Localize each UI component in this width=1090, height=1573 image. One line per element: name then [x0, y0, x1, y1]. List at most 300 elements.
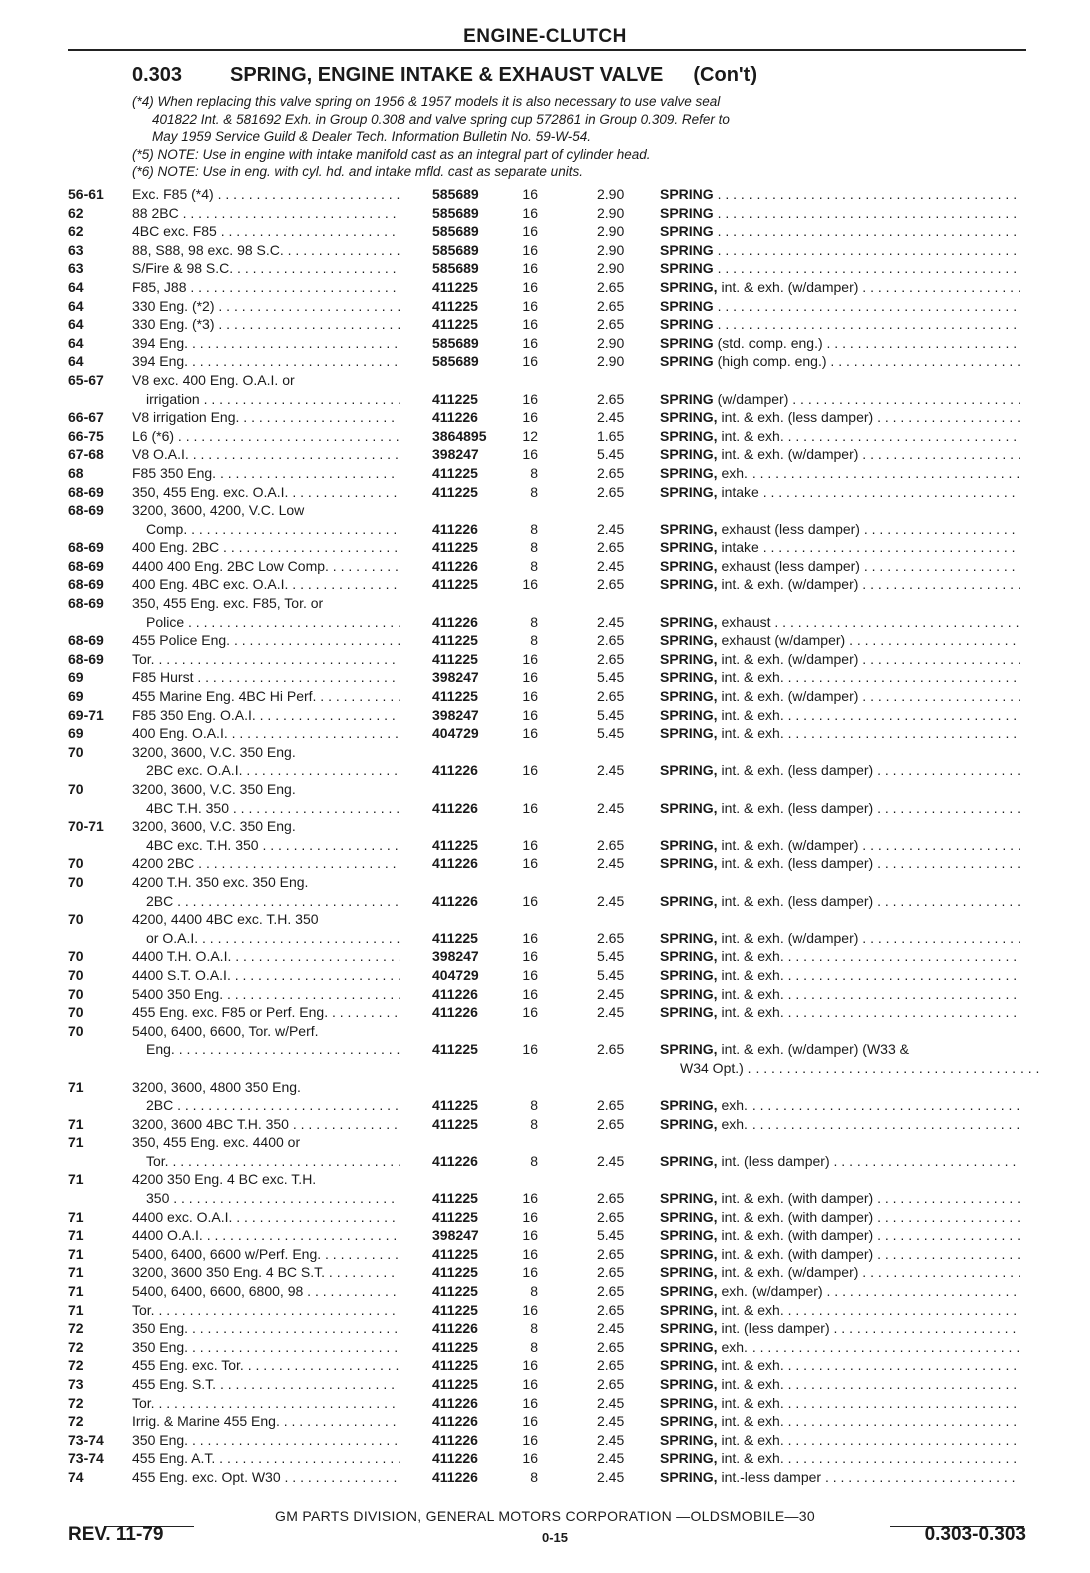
- part-description: [660, 1301, 1020, 1320]
- quantity: 16: [522, 985, 538, 1002]
- application: 2BC . . .: [146, 1096, 400, 1115]
- model-year: 71: [68, 1245, 84, 1262]
- quantity: 16: [522, 576, 538, 593]
- model-year: 73-74: [68, 1450, 104, 1467]
- table-row: [0, 390, 1090, 409]
- table-row: [0, 650, 1090, 669]
- quantity: 16: [522, 1394, 538, 1411]
- application: 455 Eng. exc. F85 or Perf. Eng. . . .: [132, 1003, 400, 1022]
- table-row: [0, 631, 1090, 650]
- part-name: SPRING,: [660, 855, 718, 872]
- model-year: 72: [68, 1320, 84, 1337]
- part-name: SPRING,: [660, 576, 718, 593]
- table-row: [0, 706, 1090, 725]
- part-number: 411225: [432, 464, 478, 481]
- application: 88, S88, 98 exc. 98 S.C. . . .: [132, 241, 400, 260]
- part-number: 411225: [432, 650, 478, 667]
- price: 5.45: [597, 966, 625, 983]
- model-year: 67-68: [68, 446, 104, 463]
- price: 2.90: [597, 186, 625, 202]
- part-detail: (w/damper): [713, 390, 789, 407]
- part-description: [660, 724, 1020, 743]
- quantity: 16: [522, 650, 538, 667]
- table-row: [0, 352, 1090, 371]
- part-detail: int. & exh.: [717, 966, 784, 983]
- model-year: 68-69: [68, 502, 104, 519]
- model-year: 68-69: [68, 539, 104, 556]
- quantity: 16: [522, 223, 538, 240]
- quantity: 8: [530, 464, 538, 481]
- price: 2.65: [597, 483, 625, 500]
- application: Comp. . . .: [146, 520, 400, 539]
- model-year: 71: [68, 1078, 84, 1095]
- price: 2.65: [597, 836, 625, 853]
- model-year: 68-69: [68, 632, 104, 649]
- part-description: [660, 1468, 1020, 1487]
- price: 2.65: [597, 650, 625, 667]
- price: 2.65: [597, 1264, 625, 1281]
- part-detail: int. & exh. (w/damper): [717, 929, 859, 946]
- table-row: [0, 1301, 1090, 1320]
- part-name: SPRING,: [660, 557, 718, 574]
- application: 88 2BC . . .: [132, 204, 400, 223]
- part-number: 411225: [432, 929, 478, 946]
- quantity: 8: [530, 483, 538, 500]
- price: 2.65: [597, 1301, 625, 1318]
- model-year: 70: [68, 948, 84, 965]
- application: 455 Eng. A.T. . . .: [132, 1449, 400, 1468]
- part-detail: int. & exh. (with damper): [717, 1190, 874, 1207]
- table-row: [0, 910, 1090, 929]
- section-title: SPRING, ENGINE INTAKE & EXHAUST VALVE: [230, 64, 664, 86]
- model-year: 71: [68, 1283, 84, 1300]
- part-detail: exh. (w/damper): [717, 1283, 823, 1300]
- part-name: SPRING,: [660, 1097, 718, 1114]
- part-detail: int.-less damper: [717, 1468, 822, 1485]
- application: F85 Hurst . . .: [132, 668, 400, 687]
- price: 2.90: [597, 204, 625, 221]
- application: 4200, 4400 4BC exc. T.H. 350: [132, 911, 319, 928]
- application: 4400 exc. O.A.I. . . .: [132, 1208, 400, 1227]
- application: 3200, 3600, V.C. 350 Eng.: [132, 781, 296, 797]
- table-row: [0, 743, 1090, 762]
- quantity: 16: [522, 1208, 538, 1225]
- model-year: 63: [68, 260, 84, 277]
- part-number: 411226: [432, 1152, 478, 1169]
- quantity: 16: [522, 948, 538, 965]
- table-row: [0, 371, 1090, 390]
- part-description: [660, 985, 1020, 1004]
- part-number: 411225: [432, 1301, 478, 1318]
- model-year: 64: [68, 353, 84, 370]
- part-description: [660, 538, 1020, 557]
- table-row: [0, 1226, 1090, 1245]
- quantity: 16: [522, 204, 538, 221]
- part-description: [660, 408, 1020, 427]
- application: 350 Eng. . . .: [132, 1319, 400, 1338]
- price: 2.65: [597, 1357, 625, 1374]
- price: 2.65: [597, 464, 625, 481]
- application: F85 350 Eng. . . .: [132, 464, 400, 483]
- quantity: 16: [522, 725, 538, 742]
- part-name: SPRING,: [660, 1190, 718, 1207]
- quantity: 8: [530, 539, 538, 556]
- quantity: 16: [522, 1227, 538, 1244]
- part-name: SPRING,: [660, 1115, 718, 1132]
- application: Irrig. & Marine 455 Eng. . . .: [132, 1412, 400, 1431]
- table-row: [0, 427, 1090, 446]
- part-name: SPRING: [660, 353, 714, 370]
- part-detail: exh.: [717, 1338, 748, 1355]
- application: 400 Eng. 2BC . . .: [132, 538, 400, 557]
- table-row: [0, 1431, 1090, 1450]
- price: 2.45: [597, 1413, 625, 1430]
- part-description: [660, 483, 1020, 502]
- part-name: SPRING,: [660, 278, 718, 295]
- table-row: [0, 520, 1090, 539]
- model-year: 64: [68, 316, 84, 333]
- part-name: SPRING,: [660, 762, 718, 779]
- part-description: [660, 1245, 1020, 1264]
- part-number: 585689: [432, 186, 479, 202]
- table-row: [0, 1394, 1090, 1413]
- part-name: SPRING,: [660, 1264, 718, 1281]
- application: V8 irrigation Eng. . . .: [132, 408, 400, 427]
- price: 5.45: [597, 1227, 625, 1244]
- quantity: 8: [530, 1152, 538, 1169]
- part-description: [660, 1040, 1020, 1059]
- part-description: [660, 1319, 1020, 1338]
- part-name: SPRING,: [660, 892, 718, 909]
- quantity: 8: [530, 632, 538, 649]
- part-detail: (high comp. eng.): [713, 353, 827, 370]
- table-row: [0, 259, 1090, 278]
- part-description: [660, 222, 1020, 241]
- part-detail: int. & exh.: [717, 1394, 784, 1411]
- price: 2.65: [597, 1338, 625, 1355]
- part-detail: int. & exh.: [717, 725, 784, 742]
- part-name: SPRING,: [660, 1152, 718, 1169]
- part-detail: int. & exh. (w/damper): [717, 1264, 859, 1281]
- application: 3200, 3600, 4800 350 Eng.: [132, 1078, 301, 1095]
- application: L6 (*6) . . .: [132, 427, 400, 446]
- part-detail: int. & exh. (w/damper) (W33 &: [717, 1041, 909, 1058]
- quantity: 16: [522, 334, 538, 351]
- part-number: 585689: [432, 260, 479, 277]
- quantity: 16: [522, 688, 538, 705]
- model-year: 73: [68, 1376, 84, 1392]
- part-description: [660, 929, 1020, 948]
- price: 2.90: [597, 241, 625, 258]
- price: 2.45: [597, 557, 625, 574]
- model-year: 62: [68, 223, 84, 240]
- part-detail: int. & exh. (with damper): [717, 1208, 874, 1225]
- quantity: 16: [522, 1264, 538, 1281]
- model-year: 64: [68, 278, 84, 295]
- part-description: [660, 1431, 1020, 1450]
- part-description: [660, 836, 1020, 855]
- page-header: ENGINE-CLUTCH: [463, 26, 627, 47]
- part-detail: int. & exh. (w/damper): [717, 576, 859, 593]
- part-detail: int. & exh. (less damper): [717, 799, 874, 816]
- part-name: SPRING: [660, 204, 714, 221]
- model-year: 71: [68, 1301, 84, 1318]
- part-number: 585689: [432, 334, 479, 351]
- part-description: [660, 799, 1020, 818]
- table-row: [0, 1096, 1090, 1115]
- quantity: 16: [522, 669, 538, 686]
- quantity: 16: [522, 762, 538, 779]
- price: 2.65: [597, 1190, 625, 1207]
- table-row: [0, 836, 1090, 855]
- part-name: SPRING,: [660, 464, 718, 481]
- part-name: SPRING,: [660, 1431, 718, 1448]
- application: 455 Police Eng. . . .: [132, 631, 400, 650]
- note-line: (*6) NOTE: Use in eng. with cyl. hd. and intake mfld. cast as separate units.: [132, 164, 583, 179]
- part-description: [660, 1412, 1020, 1431]
- part-name: SPRING,: [660, 427, 718, 444]
- part-description: [660, 445, 1020, 464]
- application: 350, 455 Eng. exc. O.A.I. . . .: [132, 483, 400, 502]
- part-name: SPRING,: [660, 1320, 718, 1337]
- table-row: [0, 315, 1090, 334]
- table-row: [0, 1245, 1090, 1264]
- part-number: 398247: [432, 669, 479, 686]
- part-detail: intake: [717, 539, 759, 556]
- table-row: [0, 947, 1090, 966]
- part-number: 411225: [432, 316, 478, 333]
- quantity: 16: [522, 390, 538, 407]
- part-description: [660, 892, 1020, 911]
- part-number: 411225: [432, 1338, 478, 1355]
- part-detail: int. & exh. (less damper): [717, 409, 874, 426]
- part-number: 411226: [432, 557, 478, 574]
- table-row: [0, 1282, 1090, 1301]
- part-description: [660, 390, 1020, 409]
- model-year: 71: [68, 1208, 84, 1225]
- application: 4400 S.T. O.A.I. . . .: [132, 966, 400, 985]
- part-name: SPRING,: [660, 1376, 718, 1392]
- part-description: [660, 1208, 1020, 1227]
- model-year: 71: [68, 1227, 84, 1244]
- part-name: SPRING,: [660, 948, 718, 965]
- model-year: 71: [68, 1115, 84, 1132]
- quantity: 12: [522, 427, 538, 444]
- part-description: [660, 557, 1020, 576]
- model-year: 69: [68, 725, 84, 742]
- part-description: [660, 520, 1020, 539]
- table-row: [0, 408, 1090, 427]
- model-year: 70: [68, 911, 84, 928]
- section-reference: 0.303-0.303: [924, 1524, 1026, 1545]
- application: 394 Eng. . . .: [132, 334, 400, 353]
- table-row: [0, 817, 1090, 836]
- application: 4200 T.H. 350 exc. 350 Eng.: [132, 873, 309, 890]
- table-row: [0, 985, 1090, 1004]
- part-number: 411225: [432, 1190, 478, 1207]
- application: 5400, 6400, 6600 w/Perf. Eng. . . .: [132, 1245, 400, 1264]
- part-description: [660, 706, 1020, 725]
- part-name: SPRING,: [660, 539, 718, 556]
- model-year: 70: [68, 855, 84, 872]
- part-number: 411225: [432, 297, 478, 314]
- part-detail: int. & exh.: [717, 1413, 784, 1430]
- quantity: 16: [522, 855, 538, 872]
- part-name: SPRING,: [660, 688, 718, 705]
- table-row: [0, 1133, 1090, 1152]
- part-name: SPRING,: [660, 1245, 718, 1262]
- quantity: 8: [530, 1320, 538, 1337]
- part-name: SPRING,: [660, 446, 718, 463]
- part-detail: int. & exh. (w/damper): [717, 278, 859, 295]
- table-row: [0, 892, 1090, 911]
- application: 5400, 6400, 6600, 6800, 98 . . .: [132, 1282, 400, 1301]
- part-number: 411226: [432, 985, 478, 1002]
- part-name: SPRING: [660, 334, 714, 351]
- table-row: [0, 538, 1090, 557]
- part-number: 585689: [432, 241, 479, 258]
- table-row: [0, 1319, 1090, 1338]
- application: 455 Marine Eng. 4BC Hi Perf. . . .: [132, 687, 400, 706]
- part-description: [660, 241, 1020, 260]
- part-description: [660, 575, 1020, 594]
- part-name: SPRING: [660, 260, 714, 277]
- part-name: SPRING,: [660, 1301, 718, 1318]
- model-year: 66-67: [68, 409, 104, 426]
- application: Tor. . . .: [132, 650, 400, 669]
- application: Tor. . . .: [146, 1152, 400, 1171]
- table-row: [0, 1356, 1090, 1375]
- part-description: [660, 631, 1020, 650]
- price: 1.65: [597, 427, 625, 444]
- quantity: 8: [530, 1115, 538, 1132]
- price: 2.45: [597, 520, 625, 537]
- part-name: SPRING,: [660, 706, 718, 723]
- part-number: 411226: [432, 1431, 478, 1448]
- model-year: 71: [68, 1264, 84, 1281]
- part-description: [660, 668, 1020, 687]
- part-name: SPRING: [660, 186, 714, 202]
- price: 2.65: [597, 1208, 625, 1225]
- part-description: [660, 1226, 1020, 1245]
- model-year: 72: [68, 1338, 84, 1355]
- quantity: 16: [522, 892, 538, 909]
- model-year: 70-71: [68, 818, 104, 835]
- table-row: [0, 929, 1090, 948]
- table-row: [0, 501, 1090, 520]
- part-description: [660, 352, 1020, 371]
- part-number: 411226: [432, 855, 478, 872]
- table-row: [0, 613, 1090, 632]
- table-row: [0, 575, 1090, 594]
- quantity: 8: [530, 1468, 538, 1485]
- part-number: 398247: [432, 706, 479, 723]
- table-row: [0, 483, 1090, 502]
- part-detail: int. & exh.: [717, 706, 784, 723]
- model-year: 69-71: [68, 706, 104, 723]
- part-detail: int. & exh. (less damper): [717, 855, 874, 872]
- part-description: [660, 464, 1020, 483]
- part-name: SPRING: [660, 390, 714, 407]
- part-name: SPRING,: [660, 836, 718, 853]
- model-year: 70: [68, 1004, 84, 1021]
- model-year: 72: [68, 1357, 84, 1374]
- table-row: [0, 1040, 1090, 1059]
- part-number: 411225: [432, 1208, 478, 1225]
- part-name: SPRING,: [660, 1208, 718, 1225]
- price: 2.65: [597, 1283, 625, 1300]
- model-year: 70: [68, 1022, 84, 1039]
- part-detail: int. & exh.: [717, 1301, 784, 1318]
- part-description: [660, 1096, 1020, 1115]
- part-name: SPRING,: [660, 1450, 718, 1467]
- part-description: [660, 278, 1020, 297]
- part-name: SPRING: [660, 297, 714, 314]
- table-row: [0, 185, 1090, 204]
- quantity: 8: [530, 613, 538, 630]
- quantity: 16: [522, 799, 538, 816]
- part-detail: (std. comp. eng.): [713, 334, 823, 351]
- part-name: SPRING,: [660, 650, 718, 667]
- application: V8 exc. 400 Eng. O.A.I. or: [132, 371, 295, 388]
- application: F85 350 Eng. O.A.I. . . .: [132, 706, 400, 725]
- note-line: (*5) NOTE: Use in engine with intake manifold cast as an integral part of cylinder head.: [132, 146, 651, 162]
- note-line: 401822 Int. & 581692 Exh. in Group 0.308 and valve spring cup 572861 in Group 0.309. Refer to: [152, 111, 730, 127]
- model-year: 68-69: [68, 650, 104, 667]
- model-year: 69: [68, 669, 84, 686]
- part-number: 411225: [432, 1041, 478, 1058]
- part-name: SPRING: [660, 316, 714, 333]
- table-row: [0, 1003, 1090, 1022]
- notes-block: [132, 93, 1012, 181]
- part-description: [680, 1059, 1040, 1078]
- price: 2.45: [597, 1152, 625, 1169]
- part-detail: int. & exh.: [717, 427, 784, 444]
- price: 2.65: [597, 688, 625, 705]
- table-row: [0, 1078, 1090, 1097]
- part-description: [660, 427, 1020, 446]
- model-year: 63: [68, 241, 84, 258]
- part-description: [660, 1356, 1020, 1375]
- quantity: 16: [522, 1431, 538, 1448]
- quantity: 16: [522, 1450, 538, 1467]
- part-name: SPRING,: [660, 1394, 718, 1411]
- application: 4BC exc. T.H. 350 . . .: [146, 836, 400, 855]
- application: Tor. . . .: [132, 1301, 400, 1320]
- application: Eng. . . .: [146, 1040, 400, 1059]
- application: F85, J88 . . .: [132, 278, 400, 297]
- part-detail: exh.: [717, 1115, 748, 1132]
- price: 2.45: [597, 855, 625, 872]
- application: 5400 350 Eng. . . .: [132, 985, 400, 1004]
- part-description: [660, 854, 1020, 873]
- price: 2.45: [597, 799, 625, 816]
- table-row: [0, 1022, 1090, 1041]
- part-description: [660, 613, 1020, 632]
- application: 3200, 3600, 4200, V.C. Low: [132, 502, 305, 519]
- part-name: SPRING,: [660, 483, 718, 500]
- quantity: 16: [522, 966, 538, 983]
- footer-text: GM PARTS DIVISION, GENERAL MOTORS CORPORATION —OLDSMOBILE—30: [275, 1508, 815, 1524]
- application: 4200 2BC . . .: [132, 854, 400, 873]
- application: 350 Eng. . . .: [132, 1338, 400, 1357]
- table-row: [0, 278, 1090, 297]
- quantity: 16: [522, 297, 538, 314]
- application: 4BC exc. F85 . . .: [132, 222, 400, 241]
- part-detail: int. & exh. (less damper): [717, 762, 874, 779]
- quantity: 16: [522, 836, 538, 853]
- part-number: 411225: [432, 1357, 478, 1374]
